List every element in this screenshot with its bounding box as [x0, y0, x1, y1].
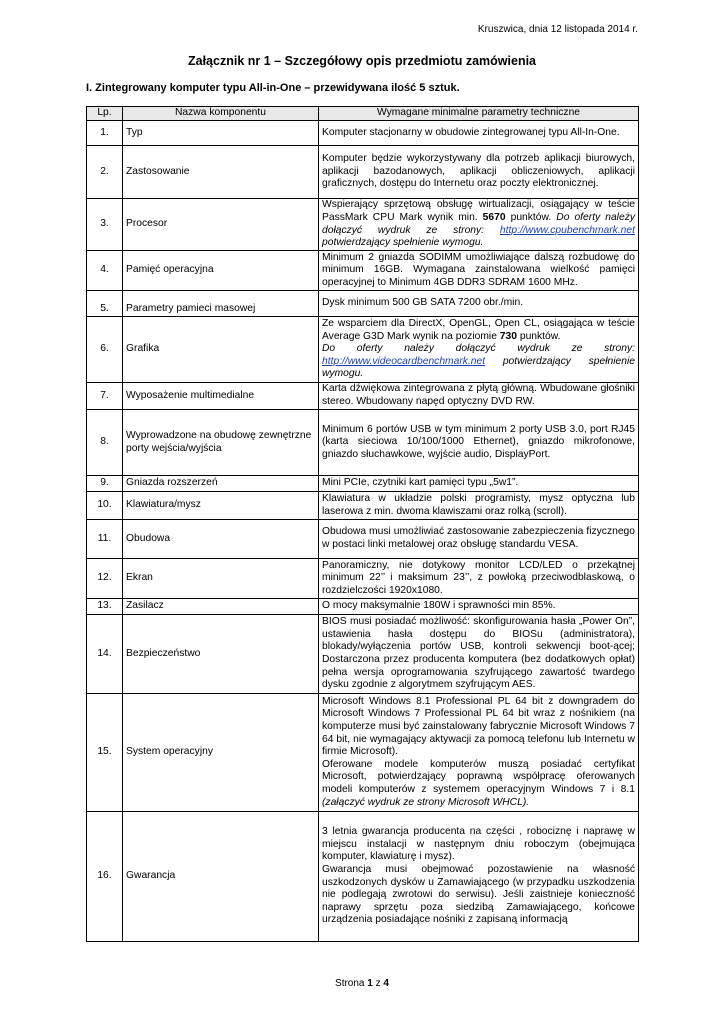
component-name: Bezpieczeństwo: [123, 615, 319, 694]
component-name: Procesor: [123, 199, 319, 251]
table-row: [87, 146, 639, 199]
component-requirements: Mini PCIe, czytniki kart pamięci typu „5w1”.: [319, 476, 639, 492]
cpubenchmark-link[interactable]: http://www.cpubenchmark.net: [499, 224, 635, 236]
component-name: Typ: [123, 121, 319, 146]
component-requirements: Panoramiczny, nie dotykowy monitor LCD/LED o przekątnej minimum 22’’ i maksimum 23’’, z powłoką przeciwodblaskową, o rozdzielczości 1920x1080.: [319, 559, 639, 599]
component-name: Gwarancja: [123, 812, 319, 942]
component-requirements: Klawiatura w układzie polski programisty, mysz optyczna lub laserowa z min. dwoma klawiszami oraz rolką (scroll).: [319, 492, 639, 520]
component-name: Zastosowanie: [123, 146, 319, 199]
component-name: Pamięć operacyjna: [123, 251, 319, 291]
row-number: 10.: [87, 492, 123, 520]
total-pages: 4: [383, 978, 389, 989]
component-name: Grafika: [123, 317, 319, 383]
component-requirements: Komputer będzie wykorzystywany dla potrzeb aplikacji biurowych, aplikacji bazodanowych, aplikacji obliczeniowych, aplikacji graficznych, dostępu do Internetu oraz poczty elektronicznej.: [319, 146, 639, 199]
component-name: System operacyjny: [123, 694, 319, 812]
table-header-row: [87, 107, 639, 121]
table-row: [87, 694, 639, 812]
component-requirements: BIOS musi posiadać możliwość: skonfigurowania hasła „Power On”, ustawienia hasła dostępu do BIOSu (administratora), blokady/wyłączenia portów USB, kontroli sekwencji boot-ącej; Dostarczona przez producenta komputera (bez dodatkowych opłat) pełna wersja oprogramowania szyfrującego zawartość twardego dysku zgodnie z algorytmem szyfrującym AES.: [319, 615, 639, 694]
table-row: [87, 559, 639, 599]
table-row: [87, 291, 639, 317]
table-row: [87, 121, 639, 146]
component-name: Obudowa: [123, 520, 319, 559]
table-row: [87, 383, 639, 410]
row-number: 2.: [87, 146, 123, 199]
component-name: Wyprowadzone na obudowę zewnętrzne porty wejścia/wyjścia: [123, 410, 319, 476]
table-row: [87, 251, 639, 291]
component-requirements: Komputer stacjonarny w obudowie zintegrowanej typu All-In-One.: [319, 121, 639, 146]
row-number: 8.: [87, 410, 123, 476]
page-footer: Strona 1 z 4: [335, 978, 389, 989]
component-requirements: Ze wsparciem dla DirectX, OpenGL, Open CL, osiągająca w teście Average G3D Mark wynik na poziomie 730 punktów. Do oferty należy dołączyć wydruk ze strony: http://www.videocardbenchmark.net potwierdzający spełnienie wymogu.: [319, 317, 639, 383]
table-row: [87, 317, 639, 383]
row-number: 7.: [87, 383, 123, 410]
component-name: Zasilacz: [123, 599, 319, 615]
row-number: 15.: [87, 694, 123, 812]
component-name: Wyposażenie multimedialne: [123, 383, 319, 410]
component-requirements: 3 letnia gwarancja producenta na części , robociznę i naprawę w miejscu instalacji w następnym dniu roboczym (obejmująca komputer, klawiaturę i mysz). Gwarancja musi obejmować pozostawienie na własność uszkodzonych dysków u Zamawiającego (w przypadku uszkodzenia nie podlegają zwrotowi do serwisu). Jeśli zaistnieje konieczność naprawy sprzętu poza siedzibą Zamawiającego, końcowe urządzenia posiadające nośniki z zapisaną informacją: [319, 812, 639, 942]
row-number: 11.: [87, 520, 123, 559]
component-requirements: Wspierający sprzętową obsługę wirtualizacji, osiągający w teście PassMark CPU Mark wynik min. 5670 punktów. Do oferty należy dołączyć wydruk ze strony: http://www.cpubenchmark.net potwierdzający spełnienie wymogu.: [319, 199, 639, 251]
row-number: 5.: [87, 291, 123, 317]
table-row: [87, 615, 639, 694]
row-number: 9.: [87, 476, 123, 492]
header-lp: Lp.: [87, 107, 123, 121]
table-row: [87, 492, 639, 520]
table-row: [87, 599, 639, 615]
component-name: Gniazda rozszerzeń: [123, 476, 319, 492]
row-number: 13.: [87, 599, 123, 615]
row-number: 3.: [87, 199, 123, 251]
table-row: [87, 520, 639, 559]
document-title: Załącznik nr 1 – Szczegółowy opis przedmiotu zamówienia: [188, 54, 536, 68]
row-number: 6.: [87, 317, 123, 383]
table-row: [87, 812, 639, 942]
row-number: 1.: [87, 121, 123, 146]
specification-table: [86, 106, 639, 942]
document-date: Kruszwica, dnia 12 listopada 2014 r.: [477, 24, 638, 35]
videocardbenchmark-link[interactable]: http://www.videocardbenchmark.net: [322, 355, 486, 367]
component-name: Parametry pamieci masowej: [123, 291, 319, 317]
component-requirements: Minimum 6 portów USB w tym minimum 2 porty USB 3.0, port RJ45 (karta sieciowa 10/100/1000 Ethernet), gniazdo mikrofonowe, gniazdo słuchawkowe, wyjście audio, DisplayPort.: [319, 410, 639, 476]
header-component-name: Nazwa komponentu: [123, 107, 319, 121]
header-requirements: Wymagane minimalne parametry techniczne: [319, 107, 639, 121]
component-requirements: O mocy maksymalnie 180W i sprawności min 85%.: [319, 599, 639, 615]
table-row: [87, 410, 639, 476]
component-name: Klawiatura/mysz: [123, 492, 319, 520]
component-requirements: Obudowa musi umożliwiać zastosowanie zabezpieczenia fizycznego w postaci linki metalowej oraz obsługę standardu VESA.: [319, 520, 639, 559]
component-requirements: Microsoft Windows 8.1 Professional PL 64 bit z downgradem do Microsoft Windows 7 Professional PL 64 bit wraz z nośnikiem (na komputerze musi być zainstalowany fabrycznie Microsoft Windows 7 64 bit, nie wymagający aktywacji za pomocą telefonu lub Internetu w firmie Microsoft). Oferowane modele komputerów muszą posiadać certyfikat Microsoft, potwierdzający poprawną współpracę oferowanych modeli komputerów z systemem operacyjnym Windows 7 i 8.1 (załączyć wydruk ze strony Microsoft WHCL).: [319, 694, 639, 812]
row-number: 16.: [87, 812, 123, 942]
component-requirements: Dysk minimum 500 GB SATA 7200 obr./min.: [319, 291, 639, 317]
table-row: [87, 476, 639, 492]
component-name: Ekran: [123, 559, 319, 599]
row-number: 12.: [87, 559, 123, 599]
row-number: 14.: [87, 615, 123, 694]
current-page-number: 1: [367, 978, 373, 989]
section-heading: I. Zintegrowany komputer typu All-in-One – przewidywana ilość 5 sztuk.: [86, 82, 460, 94]
component-requirements: Minimum 2 gniazda SODIMM umożliwiające dalszą rozbudowę do minimum 16GB. Wymagana zainstalowana wielkość pamięci operacyjnej to Minimum 4GB DDR3 SDRAM 1600 MHz.: [319, 251, 639, 291]
row-number: 4.: [87, 251, 123, 291]
table-row: [87, 199, 639, 251]
component-requirements: Karta dźwiękowa zintegrowana z płytą główną. Wbudowane głośniki stereo. Wbudowany napęd optyczny DVD RW.: [319, 383, 639, 410]
